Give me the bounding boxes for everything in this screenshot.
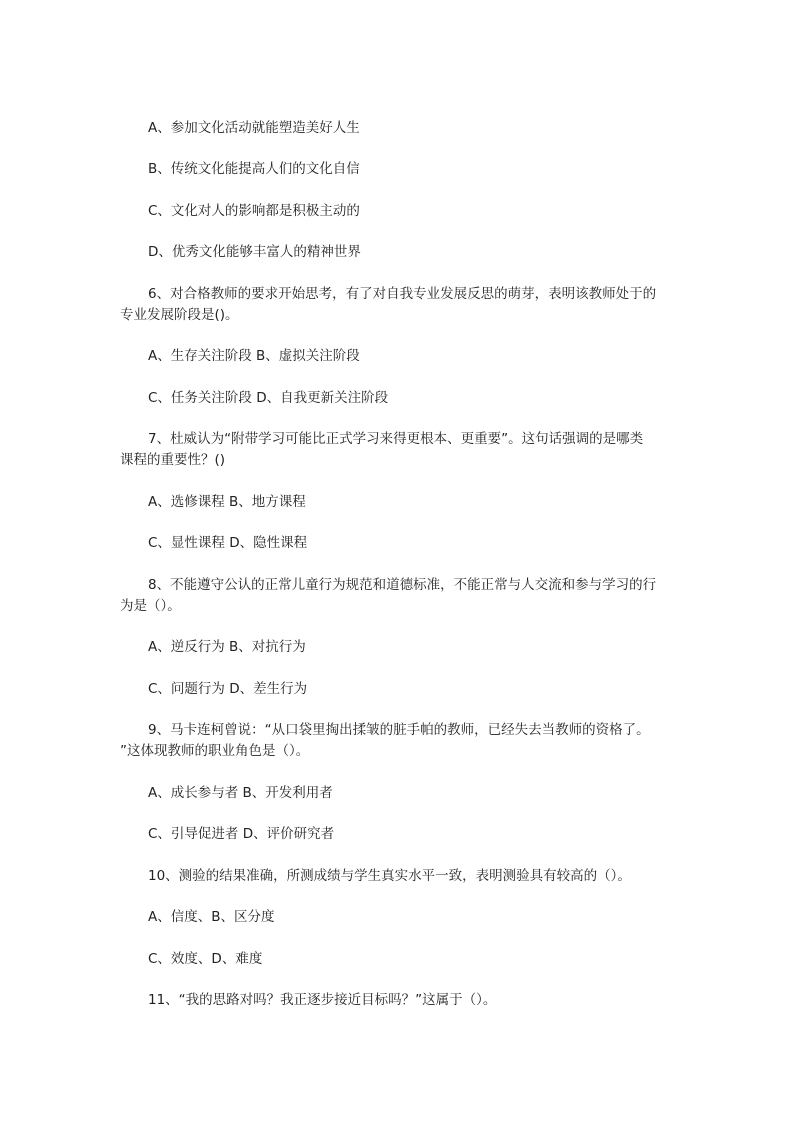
option-line: B、传统文化能提高人们的文化自信 [148,161,360,177]
question-6-text-cont: 专业发展阶段是()。 [120,307,239,323]
option-line: A、选修课程 B、地方课程 [148,494,306,510]
question-11-text: 11、“我的思路对吗？我正逐步接近目标吗？”这属于（）。 [148,992,497,1008]
option-line: A、成长参与者 B、开发利用者 [148,785,333,801]
option-line: C、效度、D、难度 [148,951,263,967]
option-line: C、问题行为 D、差生行为 [148,681,308,697]
option-line: C、显性课程 D、隐性课程 [148,535,308,551]
option-line: A、参加文化活动就能塑造美好人生 [148,120,360,136]
option-line: A、逆反行为 B、对抗行为 [148,639,306,655]
question-6-text: 6、对合格教师的要求开始思考，有了对自我专业发展反思的萌芽，表明该教师处于的 [148,286,657,302]
option-line: A、生存关注阶段 B、虚拟关注阶段 [148,348,360,364]
option-line: A、信度、B、区分度 [148,909,275,925]
option-line: C、任务关注阶段 D、自我更新关注阶段 [148,390,389,406]
question-8-text: 8、不能遵守公认的正常儿童行为规范和道德标准，不能正常与人交流和参与学习的行 [148,577,657,593]
question-9-text: 9、马卡连柯曾说：“从口袋里掏出揉皱的脏手帕的教师，已经失去当教师的资格了。 [148,722,650,738]
question-9-text-cont: ”这体现教师的职业角色是（）。 [120,743,310,759]
question-8-text-cont: 为是（）。 [120,598,181,614]
question-7-text-cont: 课程的重要性？() [120,452,226,468]
question-10-text: 10、测验的结果准确，所测成绩与学生真实水平一致，表明测验具有较高的（）。 [148,868,631,884]
question-7-text: 7、杜威认为“附带学习可能比正式学习来得更根本、更重要”。这句话强调的是哪类 [148,431,644,447]
option-line: C、文化对人的影响都是积极主动的 [148,203,360,219]
option-line: C、引导促进者 D、评价研究者 [148,826,335,842]
option-line: D、优秀文化能够丰富人的精神世界 [148,244,361,260]
